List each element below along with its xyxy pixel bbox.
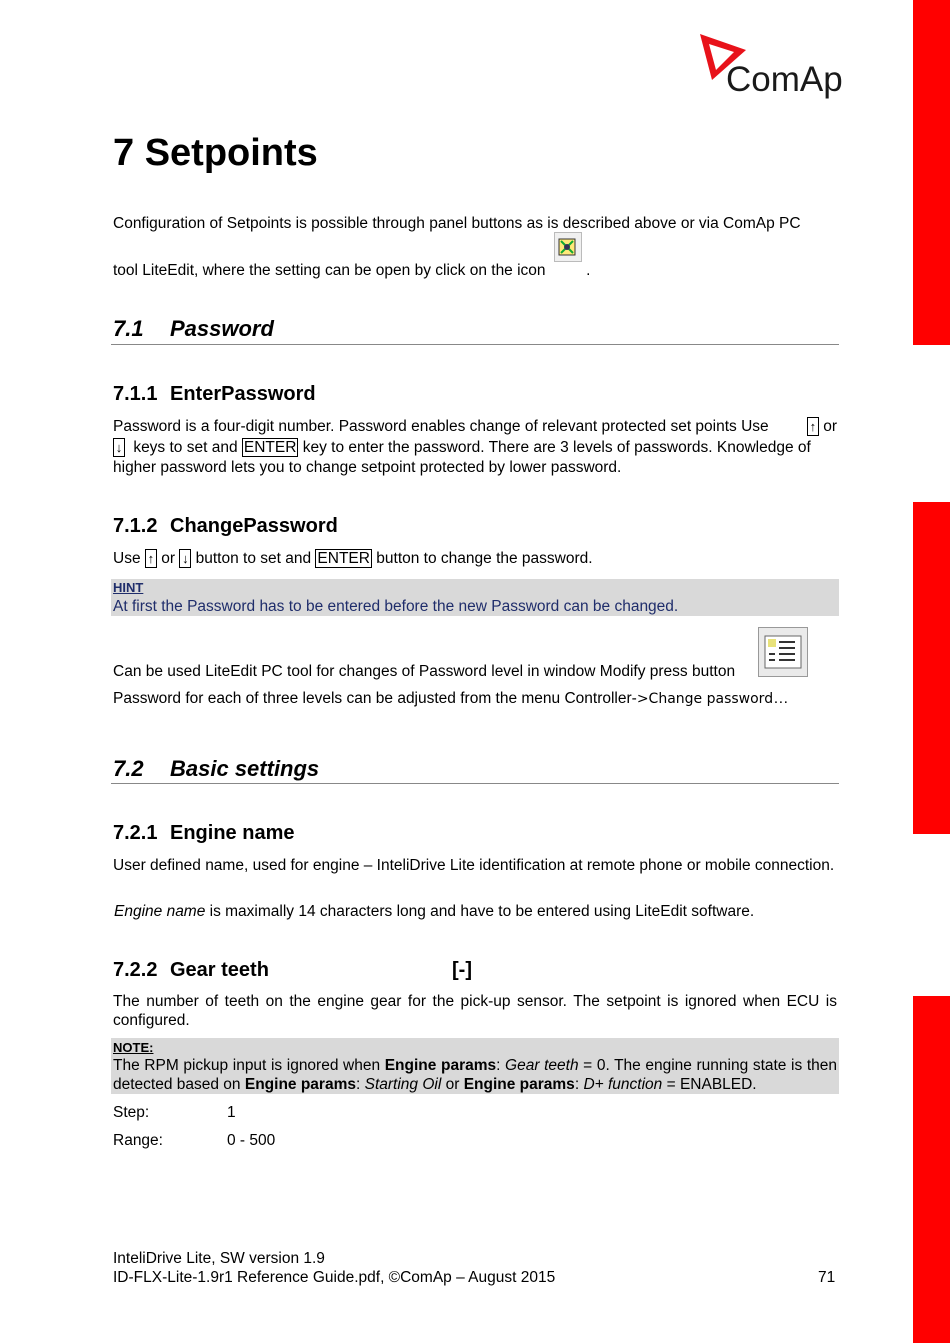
enterpassword-text2b: key to enter the password. There are 3 levels of passwords. Knowledge of (302, 439, 811, 456)
engine-name-description: User defined name, used for engine – InteliDrive Lite identification at remote phone or mobile connection. (113, 857, 835, 874)
section-7-2-2-number: 7.2.2 (113, 959, 158, 981)
section-7-1-number: 7.1 (113, 316, 144, 341)
section-7-2-rule (111, 783, 839, 784)
section-7-2-number: 7.2 (113, 756, 144, 781)
changepassword-mid: button to set and (195, 550, 312, 567)
range-value: 0 - 500 (227, 1132, 276, 1149)
enterpassword-line1 (113, 417, 837, 436)
note-text-m: = ENABLED. (662, 1076, 757, 1093)
hint-title: HINT (113, 580, 144, 595)
note-engine-params-3: Engine params (463, 1076, 575, 1093)
modify-password-button-icon[interactable] (758, 627, 808, 677)
intro-line1: Configuration of Setpoints is possible through panel buttons as is described above or via ComAp PC (113, 215, 801, 232)
section-7-1-heading (113, 316, 274, 342)
engine-name-length-text: is maximally 14 characters long and have to be entered using LiteEdit software. (205, 903, 755, 920)
intro-line2 (113, 232, 837, 279)
section-7-1-1-title: EnterPassword (170, 383, 316, 405)
changepassword-or: or (161, 550, 175, 567)
note-title: NOTE: (113, 1040, 154, 1055)
note-engine-params-2: Engine params (244, 1076, 356, 1093)
enterpassword-text1: Password is a four-digit number. Password enables change of relevant protected set points Use (113, 418, 769, 435)
changepassword-use: Use (113, 550, 141, 567)
note-text-k: : (574, 1076, 584, 1093)
password-levels-line (113, 689, 789, 709)
up-arrow-key-icon: ↑ (145, 549, 157, 568)
enterpassword-text2a: keys to set and (133, 439, 238, 456)
section-7-1-1-heading (113, 383, 316, 406)
engine-name-length-note (114, 902, 838, 921)
logo-text: ComAp (726, 60, 843, 99)
side-tab-bottom (913, 996, 950, 1343)
down-arrow-key-icon: ↓ (179, 549, 191, 568)
gear-teeth-description: The number of teeth on the engine gear for the pick-up sensor. The setpoint is ignored when ECU is configured. (113, 993, 837, 1029)
changepassword-line (113, 549, 837, 568)
down-arrow-key-icon: ↓ (113, 438, 125, 457)
section-7-2-1-number: 7.2.1 (113, 822, 158, 844)
note-engine-params-1: Engine params (384, 1057, 497, 1074)
note-text-e: = 0. The engine running state is then detected based on (113, 1057, 837, 1093)
step-value: 1 (227, 1104, 236, 1121)
enterpassword-line3: higher password lets you to change setpoint protected by lower password. (113, 459, 622, 476)
section-7-1-2-number: 7.1.2 (113, 515, 158, 537)
intro-line2-text: tool LiteEdit, where the setting can be open by click on the icon (113, 262, 546, 279)
section-7-1-title: Password (170, 316, 274, 341)
side-tab-top (913, 0, 950, 345)
footer-line1: InteliDrive Lite, SW version 1.9 (113, 1250, 325, 1267)
step-label: Step: (113, 1104, 150, 1121)
enterpassword-or: or (823, 418, 837, 435)
section-7-2-1-title: Engine name (170, 822, 295, 844)
intro-line2-end: . (586, 262, 591, 279)
modify-icon-graphic (759, 628, 807, 676)
section-7-1-2-heading (113, 515, 338, 538)
section-7-1-rule (111, 344, 839, 345)
password-levels-text: Password for each of three levels can be adjusted from the menu Controller- (113, 690, 637, 707)
note-text-g: : (355, 1076, 365, 1093)
note-text-i: or (441, 1076, 464, 1093)
page-number: 71 (818, 1269, 836, 1286)
comap-logo (698, 32, 843, 104)
section-7-2-2-heading (113, 959, 613, 982)
note-text-a: The RPM pickup input is ignored when (113, 1057, 385, 1074)
note-gear-teeth: Gear teeth (505, 1057, 579, 1074)
section-7-2-title: Basic settings (170, 756, 320, 781)
section-7-1-2-title: ChangePassword (170, 515, 338, 537)
note-d-plus-function: D+ function (583, 1076, 663, 1093)
side-tab-middle (913, 502, 950, 834)
footer-line2: ID-FLX-Lite-1.9r1 Reference Guide.pdf, ©ComAp – August 2015 (113, 1269, 556, 1286)
section-7-2-heading (113, 756, 319, 782)
note-text-c: : (496, 1057, 506, 1074)
liteedit-setpoints-icon[interactable] (554, 232, 582, 262)
section-7-2-2-title: Gear teeth (170, 959, 269, 981)
section-7-2-2-unit: [-] (452, 959, 472, 981)
section-7-2-1-heading (113, 822, 294, 845)
section-7-1-1-number: 7.1.1 (113, 383, 158, 405)
enter-key-label: ENTER (243, 439, 297, 456)
note-text (113, 1056, 837, 1094)
liteedit-modify-text: Can be used LiteEdit PC tool for changes of Password level in window Modify press button (113, 663, 736, 680)
up-arrow-key-icon: ↑ (807, 417, 819, 436)
wrench-icon (555, 233, 581, 261)
enter-key-label: ENTER (317, 550, 370, 567)
enterpassword-line2 (113, 438, 837, 457)
changepassword-end: button to change the password. (376, 550, 593, 567)
chapter-title: 7 Setpoints (113, 132, 318, 174)
engine-name-italic: Engine name (114, 903, 206, 920)
password-levels-menu: >Change password (636, 691, 774, 707)
password-levels-end: … (773, 690, 789, 707)
hint-text: At first the Password has to be entered before the new Password can be changed. (113, 598, 679, 615)
note-starting-oil: Starting Oil (364, 1076, 442, 1093)
range-label: Range: (113, 1132, 163, 1149)
